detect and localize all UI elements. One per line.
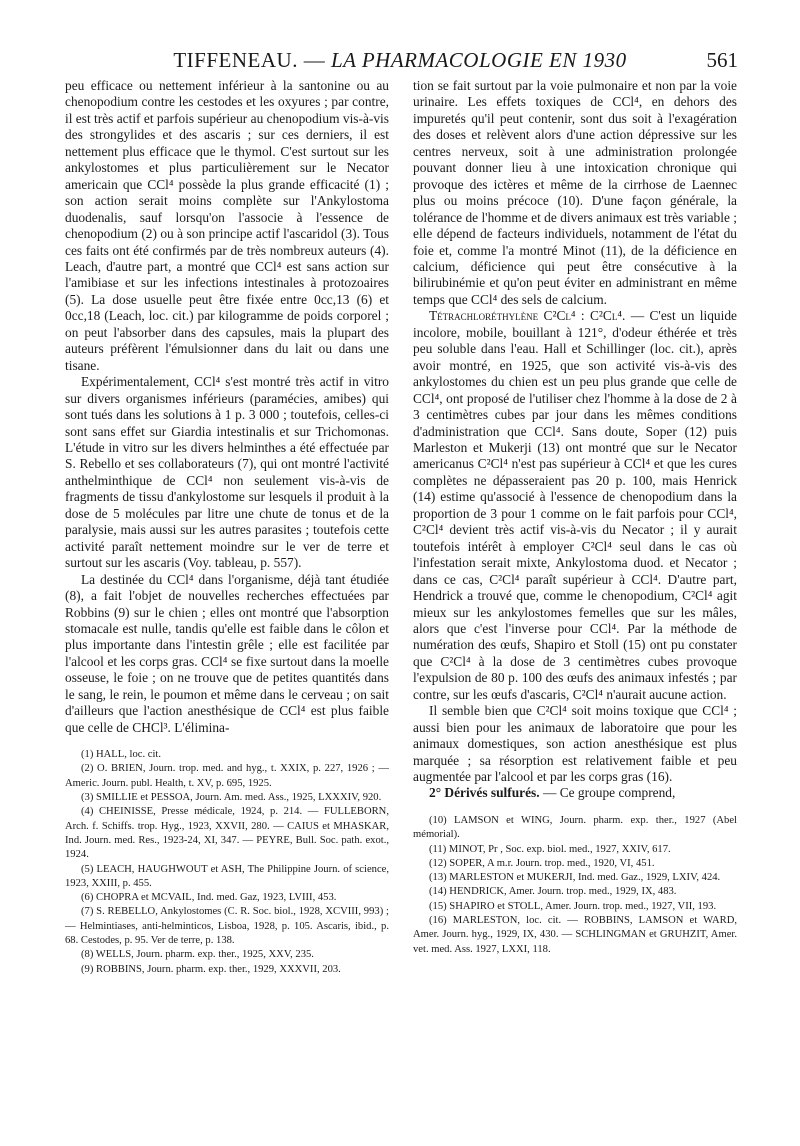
- running-header: [62, 48, 738, 76]
- left-footnotes: [65, 748, 389, 977]
- footnote-5: (5) LEACH, HAUGHWOUT et ASH, The Philippine Journ. of science, 1923, XXIII, p. 455.: [65, 863, 389, 889]
- footnote-15: (15) SHAPIRO et STOLL, Amer. Journ. trop. med., 1927, VII, 193.: [429, 900, 717, 912]
- right-paragraph-3: Il semble bien que C²Cl⁴ soit moins toxique que CCl⁴ ; aussi bien pour les animaux de laboratoire que pour les animaux domestiques, son action anesthésique est plus marquée ; sa résorption est relativement faible et peu augmentée par l'alcool et par les corps gras (16).: [413, 703, 737, 785]
- right-column: [413, 78, 737, 957]
- footnote-4: (4) CHEINISSE, Presse médicale, 1924, p. 214. — FULLEBORN, Arch. f. Schiffs. trop. Hyg., 1923, XXVII, 280. — CAIUS et MHASKAR, Ind. Journ. med. Res., 1923-24, XI, 347. — PEYRE, Bull. Soc. path. exot., 1924.: [65, 806, 389, 861]
- left-paragraph-3: La destinée du CCl⁴ dans l'organisme, déjà tant étudiée (8), a fait l'objet de nouvelles recherches effectuées par Robbins (9) sur le chien ; elles ont montré que l'absorption stomacale est nulle, tandis qu'elle est faible dans le côlon et plus importante dans l'intestin grêle ; elle est facilitée par l'alcool et les corps gras. CCl⁴ se fixe surtout dans la moelle osseuse, le foie ; on ne trouve que de petites quantités dans le sang, le rein, le poumon et même dans le cerveau ; on sait d'ailleurs que l'action anesthésique de CCl⁴ est plus faible que celle de CHCl³. L'élimina-: [65, 571, 389, 735]
- right-paragraph-1: tion se fait surtout par la voie pulmonaire et non par la voie urinaire. Les effets toxiques de CCl⁴, en dehors des impuretés qu'il peut contenir, sont dus soit à l'exagération des doses et relèvent alors d'une action dépressive sur les centres nerveux, soit à une administration prolongée pouvant donner lieu à une intoxication chronique qui provoque des ictères et même de la cirrhose de Laennec plus ou moins précoce (10). D'une façon générale, la tolérance de l'homme et de divers animaux est très variable ; elle dépend de facteurs individuels, notamment de l'état du foie et, comme l'a montré Minot (11), de la déficience en calcium, déficience qui peut être consécutive à la bilirubinémie et qu'on peut éviter en administrant en même temps que CCl⁴ des sels de calcium.: [413, 78, 737, 307]
- footnote-13: (13) MARLESTON et MUKERJI, Ind. med. Gaz., 1929, LXIV, 424.: [429, 872, 721, 884]
- right-paragraph-4-body: — Ce groupe comprend,: [539, 785, 676, 801]
- page-number: 561: [706, 48, 738, 72]
- footnote-14: (14) HENDRICK, Amer. Journ. trop. med., 1929, IX, 483.: [429, 886, 677, 898]
- footnote-9: (9) ROBBINS, Journ. pharm. exp. ther., 1929, XXXVII, 203.: [81, 963, 341, 975]
- footnote-12: (12) SOPER, A m.r. Journ. trop. med., 1920, VI, 451.: [429, 857, 655, 869]
- footnote-10: (10) LAMSON et WING, Journ. pharm. exp. ther., 1927 (Abel mémorial).: [413, 814, 737, 841]
- footnote-6: (6) CHOPRA et MCVAIL, Ind. med. Gaz, 1923, LVIII, 453.: [81, 892, 337, 904]
- footnote-16: (16) MARLESTON, loc. cit. — ROBBINS, LAMSON et WARD, Amer. Journ. hyg., 1929, IX, 430. — SCHLINGMAN et GRUHZIT, Amer. vet. med. Ass. 1927, LXXI, 118.: [413, 915, 737, 955]
- footnote-8: (8) WELLS, Journ. pharm. exp. ther., 1925, XXV, 235.: [81, 949, 314, 961]
- running-head-title: [62, 48, 738, 73]
- right-paragraph-2: [413, 308, 737, 703]
- section-heading-tetrachlorethylene: Tétrachloréthylène C²Cl⁴ : C²Cl⁴.: [429, 308, 626, 324]
- left-paragraph-2: Expérimentalement, CCl⁴ s'est montré très actif in vitro sur divers organismes inférieurs (paramécies, amibes) qui sont tués dans les solutions à 1 p. 3 000 ; toutefois, celles-ci sont sans effet sur Giardia intestinalis et sur Trichomonas. L'étude in vitro sur les divers helminthes a été effectuée par S. Rebello et ses collaborateurs (7), qui ont montré l'activité anthelminthique de CCl⁴ non seulement vis-à-vis de fragments de tissu d'ankylostome sur lesquels il produit à la dose de 5 molécules par litre une chute de tonus et de la paralysie, mais aussi sur les autres parasites ; toutefois cette activité paraît nettement moindre sur le ver de terre et surtout sur les ascaris (Voy. tableau, p. 557).: [65, 374, 389, 571]
- left-paragraph-1: peu efficace ou nettement inférieur à la santonine ou au chenopodium contre les cestodes et les oxyures ; par contre, il est très actif et parfois supérieur au chenopodium vis-à-vis des strongylides et des ascaris ; sur ces derniers, il est nettement plus efficace que le thymol. C'est surtout sur les ankylostomes et plus particulièrement sur le Necator americain que CCl⁴ possède la plus grande efficacité (1) ; son action serait moins complète sur l'Ankylostoma duodenalis, sauf lorsqu'on l'associe à l'essence de chenopodium (2) ou à son principe actif l'ascaridol (3). Tous ces faits ont été confirmés par de très nombreux auteurs (4). Leach, d'autre part, a montré que CCl⁴ est sans action sur l'amibiase et sur les infections intestinales à protozoaires (5). La dose usuelle peut être fixée entre 0cc,13 (6) et 0cc,18 (Leach, loc. cit.) par kilogramme de poids corporel ; on peut l'absorber dans des capsules, mais la plupart des auteurs préfèrent l'émulsionner dans du lait ou dans une tisane.: [65, 78, 389, 373]
- right-paragraph-2-body: — C'est un liquide incolore, mobile, bouillant à 121°, d'odeur éthérée et très peu soluble dans l'eau. Hall et Schillinger (loc. cit.), après avoir montré, en 1925, que son activité vis-à-vis des ankylostomes du chien est un peu plus grande que celle de CCl⁴, ont proposé de l'utiliser chez l'homme à la dose de 2 à 3 centimètres cubes par jour dans les mêmes conditions d'administration que CCl⁴. Sans doute, Soper (12) puis Marleston et Mukerji (13) ont montré que sur le Necator americanus C²Cl⁴ n'est pas supérieur à CCl⁴ et que les cures complètes ne dépasseraient pas 20 p. 100, mais Henrick (14) estime qu'associé à l'essence de chenopodium dans la proportion de 3 pour 1 comme on le fait parfois pour CCl⁴, C²Cl⁴ devient très actif vis-à-vis du Necator ; il y aurait toutefois intérêt à employer C²Cl⁴ seul dans le cas où l'infestation serait mixte, Ankylostoma duod. et Necator ; dans ce cas, C²Cl⁴ paraît supérieur à CCl⁴. D'autre part, Hendrick a trouvé que, comme le chenopodium, C²Cl⁴ agit mieux sur les ankylostomes femelles que sur les mâles, alors que c'est l'inverse pour CCl⁴. Par la méthode de numération des œufs, Shapiro et Stoll (15) ont pu constater que C²Cl⁴ à la dose de 3 centimètres cubes provoque l'expulsion de 80 p. 100 des œufs des animaux infestés ; par contre, sur les œufs d'ascaris, C²Cl⁴ n'aurait aucune action.: [413, 308, 737, 702]
- footnote-1: (1) HALL, loc. cit.: [81, 749, 162, 761]
- footnote-11: (11) MINOT, Pr , Soc. exp. biol. med., 1927, XXIV, 617.: [429, 843, 671, 855]
- footnote-2: (2) O. BRIEN, Journ. trop. med. and hyg., t. XXIX, p. 227, 1926 ; — Americ. Journ. publ. Health, t. XV, p. 695, 1925.: [65, 763, 389, 789]
- header-title: LA PHARMACOLOGIE EN 1930: [330, 48, 627, 72]
- header-author: TIFFENEAU.: [173, 48, 298, 72]
- header-dash: —: [297, 48, 331, 72]
- footnote-3: (3) SMILLIE et PESSOA, Journ. Am. med. Ass., 1925, LXXXIV, 920.: [81, 792, 382, 804]
- section-heading-derives-sulfures: 2° Dérivés sulfurés.: [429, 785, 540, 801]
- right-footnotes: [413, 814, 737, 957]
- right-paragraph-4: [413, 785, 737, 801]
- footnote-7: (7) S. REBELLO, Ankylostomes (C. R. Soc. biol., 1928, XCVIII, 993) ; — Helmintiases, anti-helminticos, Lisboa, 1928, p. 105. Ascaris, ibid., p. 68. Cestodes, p. 95. Ver de terre, p. 138.: [65, 906, 389, 946]
- left-column: [65, 78, 389, 977]
